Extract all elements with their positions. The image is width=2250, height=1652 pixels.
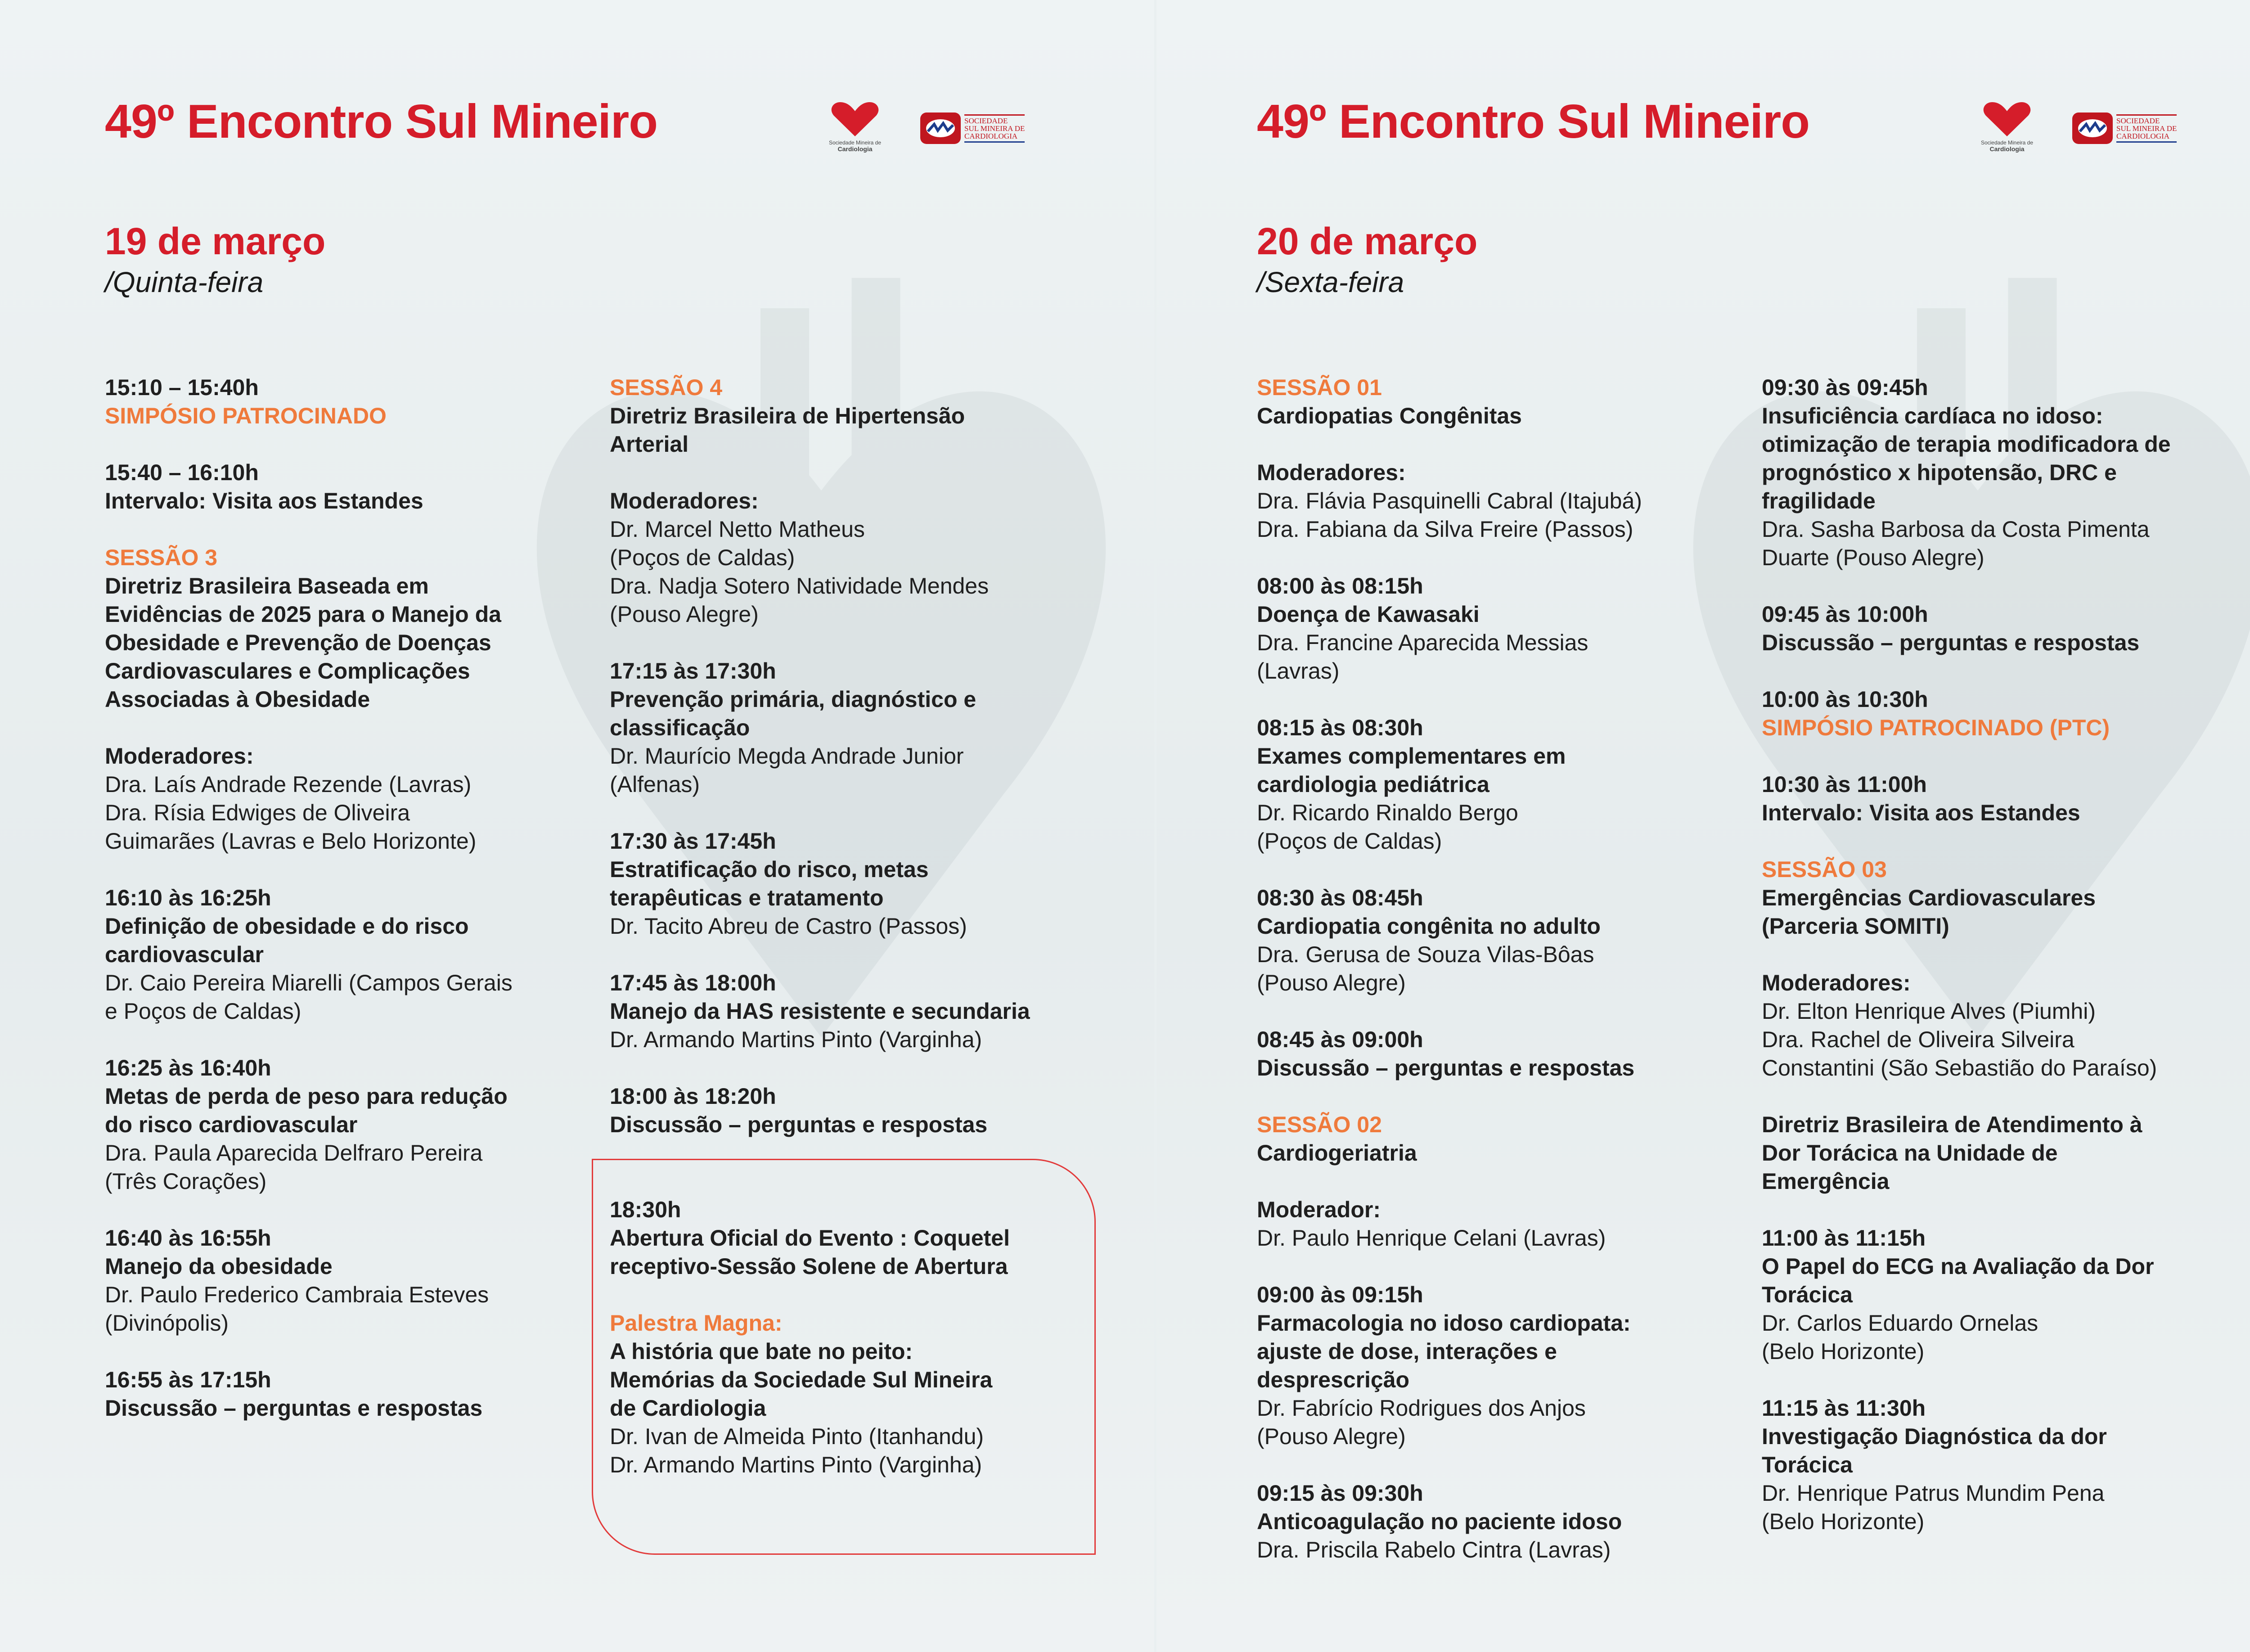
speaker-name: Duarte (Pouso Alegre) xyxy=(1762,545,1984,570)
speaker-name: Dra. Laís Andrade Rezende (Lavras) xyxy=(105,772,472,797)
speaker-name: Dra. Fabiana da Silva Freire (Passos) xyxy=(1257,517,1634,542)
ssmc-logo-line2: SUL MINEIRA DE xyxy=(2116,124,2177,133)
day-date: 20 de março xyxy=(1257,220,1478,262)
speaker-name: e Poços de Caldas) xyxy=(105,999,302,1024)
ssmc-emblem-logo-icon xyxy=(920,113,961,144)
day-weekday: /Quinta-feira xyxy=(105,266,264,298)
speaker-name: Guimarães (Lavras e Belo Horizonte) xyxy=(105,828,477,854)
time-slot: 11:00 às 11:15h xyxy=(1762,1225,1926,1251)
time-slot: 08:00 às 08:15h xyxy=(1257,573,1423,599)
session-label: SESSÃO 02 xyxy=(1257,1112,1382,1137)
speaker-name: Dr. Ricardo Rinaldo Bergo xyxy=(1257,800,1518,825)
speaker-name: Dr. Marcel Netto Matheus xyxy=(610,517,865,542)
ssmc-logo-line1: SOCIEDADE xyxy=(964,116,1008,125)
heart-dots-logo-icon xyxy=(1982,101,2032,137)
session-title: (Parceria SOMITI) xyxy=(1762,914,1949,939)
speaker-name: Dr. Fabrício Rodrigues dos Anjos xyxy=(1257,1395,1586,1421)
speaker-name: (Lavras) xyxy=(1257,658,1340,684)
event-title: 49º Encontro Sul Mineiro xyxy=(1257,95,1809,148)
speaker-name: Dr. Maurício Megda Andrade Junior xyxy=(610,743,964,769)
speaker-name: (Belo Horizonte) xyxy=(1762,1509,1925,1534)
talk-title: otimização de terapia modificadora de xyxy=(1762,432,2171,457)
time-slot: 09:45 às 10:00h xyxy=(1762,602,1928,627)
session-label: SESSÃO 3 xyxy=(105,545,218,570)
smc-logo-line1: Sociedade Mineira de xyxy=(828,140,882,146)
session-title: Cardiopatias Congênitas xyxy=(1257,403,1522,428)
session-title: Diretriz Brasileira de Atendimento à xyxy=(1762,1112,2142,1137)
smc-logo xyxy=(828,101,882,153)
talk-title: Discussão – perguntas e respostas xyxy=(610,1112,988,1137)
page-day-2 xyxy=(1156,0,2250,1652)
session-title: Evidências de 2025 para o Manejo da xyxy=(105,602,501,627)
ssmc-emblem-logo-icon xyxy=(2072,113,2113,144)
talk-title: cardiovascular xyxy=(105,942,264,967)
speaker-name: Dr. Henrique Patrus Mundim Pena xyxy=(1762,1481,2105,1506)
speaker-name: Dr. Carlos Eduardo Ornelas xyxy=(1762,1310,2038,1336)
talk-title: Torácica xyxy=(1762,1282,1853,1307)
talk-title: Torácica xyxy=(1762,1452,1853,1477)
talk-title: A história que bate no peito: xyxy=(610,1339,913,1364)
speaker-name: Dr. Ivan de Almeida Pinto (Itanhandu) xyxy=(610,1424,984,1449)
time-slot: 17:45 às 18:00h xyxy=(610,970,776,995)
talk-title: Intervalo: Visita aos Estandes xyxy=(1762,800,2080,825)
ssmc-logo-line3: CARDIOLOGIA xyxy=(964,131,1018,140)
time-slot: 17:15 às 17:30h xyxy=(610,658,776,684)
speaker-name: Dra. Priscila Rabelo Cintra (Lavras) xyxy=(1257,1537,1611,1562)
time-slot: 15:10 – 15:40h xyxy=(105,375,259,400)
talk-title: Metas de perda de peso para redução xyxy=(105,1084,508,1109)
speaker-name: Dra. Gerusa de Souza Vilas-Bôas xyxy=(1257,942,1594,967)
talk-title: Farmacologia no idoso cardiopata: xyxy=(1257,1310,1631,1336)
speaker-name: (Pouso Alegre) xyxy=(1257,1424,1406,1449)
talk-title: Intervalo: Visita aos Estandes xyxy=(105,488,423,513)
talk-title: de Cardiologia xyxy=(610,1395,766,1421)
speaker-name: Constantini (São Sebastião do Paraíso) xyxy=(1762,1055,2157,1080)
schedule-column-2 xyxy=(610,374,1096,1479)
time-slot: 18:30h xyxy=(610,1197,681,1222)
time-slot: 16:40 às 16:55h xyxy=(105,1225,271,1251)
schedule-column-2 xyxy=(1762,374,2250,1536)
smc-logo-line2: Cardiologia xyxy=(1989,145,2025,153)
session-label: SIMPÓSIO PATROCINADO xyxy=(105,403,387,428)
smc-logo-line1: Sociedade Mineira de xyxy=(1980,140,2034,146)
time-slot: 08:45 às 09:00h xyxy=(1257,1027,1423,1052)
speaker-name: Dra. Flávia Pasquinelli Cabral (Itajubá) xyxy=(1257,488,1642,513)
talk-title: O Papel do ECG na Avaliação da Dor xyxy=(1762,1254,2154,1279)
time-slot: 10:00 às 10:30h xyxy=(1762,687,1928,712)
schedule-column-1 xyxy=(105,374,555,1422)
session-title: Associadas à Obesidade xyxy=(105,687,370,712)
moderators-heading: Moderador: xyxy=(1257,1197,1381,1222)
speaker-name: Dra. Rísia Edwiges de Oliveira xyxy=(105,800,410,825)
speaker-name: Dra. Nadja Sotero Natividade Mendes xyxy=(610,573,989,599)
talk-title: Discussão – perguntas e respostas xyxy=(1762,630,2140,655)
talk-title: Investigação Diagnóstica da dor xyxy=(1762,1424,2107,1449)
ssmc-logo xyxy=(920,110,1025,146)
speaker-name: Dra. Francine Aparecida Messias xyxy=(1257,630,1588,655)
ssmc-logo-line2: SUL MINEIRA DE xyxy=(964,124,1025,133)
session-label: SESSÃO 03 xyxy=(1762,857,1887,882)
speaker-name: Dr. Armando Martins Pinto (Varginha) xyxy=(610,1452,982,1477)
moderators-heading: Moderadores: xyxy=(105,743,254,769)
talk-title: terapêuticas e tratamento xyxy=(610,885,884,910)
ssmc-logo-line1: SOCIEDADE xyxy=(2116,116,2160,125)
time-slot: 09:00 às 09:15h xyxy=(1257,1282,1423,1307)
talk-title: Doença de Kawasaki xyxy=(1257,602,1480,627)
speaker-name: (Poços de Caldas) xyxy=(1257,828,1442,854)
speaker-name: Dr. Elton Henrique Alves (Piumhi) xyxy=(1762,999,2096,1024)
session-title: Emergências Cardiovasculares xyxy=(1762,885,2096,910)
day-date: 19 de março xyxy=(105,220,326,262)
speaker-name: Dr. Caio Pereira Miarelli (Campos Gerais xyxy=(105,970,513,995)
speaker-name: (Divinópolis) xyxy=(105,1310,229,1336)
session-title: Diretriz Brasileira Baseada em xyxy=(105,573,429,599)
session-title: Dor Torácica na Unidade de xyxy=(1762,1140,2058,1166)
speaker-name: (Alfenas) xyxy=(610,772,700,797)
speaker-name: Dr. Tacito Abreu de Castro (Passos) xyxy=(610,914,967,939)
event-title: 49º Encontro Sul Mineiro xyxy=(105,95,657,148)
time-slot: 16:55 às 17:15h xyxy=(105,1367,271,1392)
speaker-name: Dra. Paula Aparecida Delfraro Pereira xyxy=(105,1140,483,1166)
talk-title: receptivo-Sessão Solene de Abertura xyxy=(610,1254,1008,1279)
talk-title: do risco cardiovascular xyxy=(105,1112,358,1137)
session-title: Obesidade e Prevenção de Doenças xyxy=(105,630,491,655)
smc-logo-line2: Cardiologia xyxy=(837,145,873,153)
session-title: Diretriz Brasileira de Hipertensão xyxy=(610,403,965,428)
speaker-name: Dra. Sasha Barbosa da Costa Pimenta xyxy=(1762,517,2150,542)
ssmc-logo-line3: CARDIOLOGIA xyxy=(2116,131,2170,140)
talk-title: Anticoagulação no paciente idoso xyxy=(1257,1509,1622,1534)
session-label: SESSÃO 01 xyxy=(1257,375,1382,400)
talk-title: desprescrição xyxy=(1257,1367,1410,1392)
speaker-name: (Três Corações) xyxy=(105,1169,267,1194)
talk-title: Abertura Oficial do Evento : Coquetel xyxy=(610,1225,1010,1251)
speaker-name: Dra. Rachel de Oliveira Silveira xyxy=(1762,1027,2074,1052)
time-slot: 11:15 às 11:30h xyxy=(1762,1395,1926,1421)
speaker-name: Dr. Armando Martins Pinto (Varginha) xyxy=(610,1027,982,1052)
session-label: Palestra Magna: xyxy=(610,1310,783,1336)
talk-title: Manejo da obesidade xyxy=(105,1254,333,1279)
speaker-name: (Belo Horizonte) xyxy=(1762,1339,1925,1364)
schedule-column-1 xyxy=(1257,374,1743,1564)
time-slot: 08:30 às 08:45h xyxy=(1257,885,1423,910)
time-slot: 09:30 às 09:45h xyxy=(1762,375,1928,400)
session-label: SESSÃO 4 xyxy=(610,375,723,400)
time-slot: 10:30 às 11:00h xyxy=(1762,772,1927,797)
heart-dots-logo-icon xyxy=(830,101,880,137)
talk-title: classificação xyxy=(610,715,750,740)
speaker-name: (Pouso Alegre) xyxy=(1257,970,1406,995)
moderators-heading: Moderadores: xyxy=(1257,460,1406,485)
talk-title: Discussão – perguntas e respostas xyxy=(1257,1055,1635,1080)
time-slot: 16:25 às 16:40h xyxy=(105,1055,271,1080)
speaker-name: Dr. Paulo Henrique Celani (Lavras) xyxy=(1257,1225,1606,1251)
session-title: Arterial xyxy=(610,432,689,457)
day-weekday: /Sexta-feira xyxy=(1257,266,1404,298)
talk-title: Cardiopatia congênita no adulto xyxy=(1257,914,1601,939)
talk-title: Manejo da HAS resistente e secundaria xyxy=(610,999,1030,1024)
speaker-name: (Poços de Caldas) xyxy=(610,545,795,570)
talk-title: Prevenção primária, diagnóstico e xyxy=(610,687,976,712)
talk-title: Estratificação do risco, metas xyxy=(610,857,929,882)
talk-title: prognóstico x hipotensão, DRC e xyxy=(1762,460,2117,485)
talk-title: Discussão – perguntas e respostas xyxy=(105,1395,483,1421)
time-slot: 16:10 às 16:25h xyxy=(105,885,271,910)
moderators-heading: Moderadores: xyxy=(610,488,759,513)
moderators-heading: Moderadores: xyxy=(1762,970,1911,995)
session-title: Cardiovasculares e Complicações xyxy=(105,658,470,684)
session-label: SIMPÓSIO PATROCINADO (PTC) xyxy=(1762,715,2110,740)
time-slot: 18:00 às 18:20h xyxy=(610,1084,776,1109)
speaker-name: Dr. Paulo Frederico Cambraia Esteves xyxy=(105,1282,489,1307)
talk-title: Exames complementares em xyxy=(1257,743,1566,769)
talk-title: Definição de obesidade e do risco xyxy=(105,914,469,939)
talk-title: cardiologia pediátrica xyxy=(1257,772,1490,797)
ssmc-logo xyxy=(2072,110,2177,146)
session-title: Cardiogeriatria xyxy=(1257,1140,1417,1166)
time-slot: 09:15 às 09:30h xyxy=(1257,1481,1423,1506)
time-slot: 08:15 às 08:30h xyxy=(1257,715,1423,740)
smc-logo xyxy=(1980,101,2034,153)
talk-title: ajuste de dose, interações e xyxy=(1257,1339,1557,1364)
talk-title: fragilidade xyxy=(1762,488,1876,513)
speaker-name: (Pouso Alegre) xyxy=(610,602,759,627)
session-title: Emergência xyxy=(1762,1169,1890,1194)
time-slot: 17:30 às 17:45h xyxy=(610,828,776,854)
talk-title: Insuficiência cardíaca no idoso: xyxy=(1762,403,2103,428)
talk-title: Memórias da Sociedade Sul Mineira xyxy=(610,1367,993,1392)
time-slot: 15:40 – 16:10h xyxy=(105,460,259,485)
